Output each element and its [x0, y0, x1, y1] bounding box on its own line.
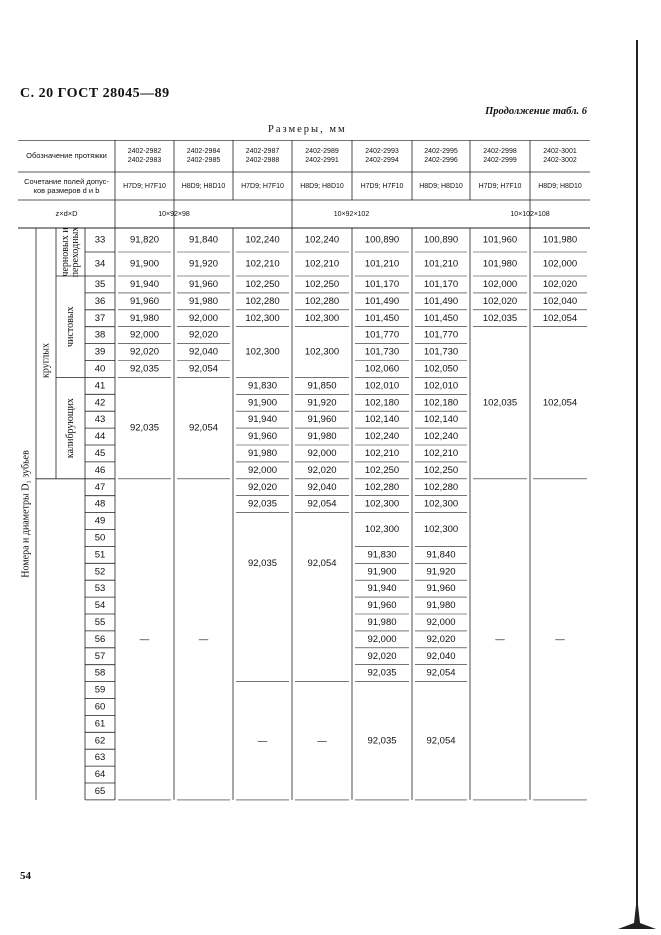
designation-code: 2402-2985 [186, 156, 221, 164]
merged-value: 92,054 [307, 557, 337, 569]
value-cell: 102,240 [245, 234, 280, 246]
group-rough-label: черновых и [59, 227, 71, 277]
value-cell: 102,020 [482, 295, 518, 307]
value-cell: 101,770 [364, 329, 400, 341]
designation-code: 2402-2995 [424, 147, 458, 155]
value-cell: 92,054 [426, 667, 456, 679]
designation-code: 2402-2983 [127, 156, 162, 164]
value-cell: 92,020 [307, 464, 337, 476]
page-edge-mark [618, 905, 656, 931]
row-number: 42 [94, 397, 106, 409]
value-cell: 102,300 [364, 498, 400, 510]
row-number: 55 [94, 616, 106, 628]
value-cell: 91,960 [188, 278, 219, 290]
value-cell: 102,240 [423, 431, 459, 443]
value-cell: 92,000 [307, 447, 337, 459]
value-cell: 91,900 [367, 566, 397, 578]
value-cell: 102,210 [304, 258, 340, 270]
value-cell: 102,210 [364, 447, 400, 459]
value-cell: 92,000 [426, 616, 456, 628]
value-cell: 91,960 [426, 583, 456, 595]
value-cell: 102,000 [482, 278, 518, 290]
value-cell: 100,890 [423, 234, 459, 246]
value-cell: 92,000 [247, 464, 278, 476]
designation-code: 2402-2989 [305, 147, 339, 155]
value-cell: 102,280 [364, 481, 400, 493]
row-number: 54 [94, 600, 106, 612]
value-cell: 102,250 [423, 464, 459, 476]
merged-value: 102,300 [423, 524, 459, 536]
dash-cell: — [198, 633, 209, 645]
value-cell: 102,210 [245, 258, 280, 270]
value-cell: 92,035 [247, 498, 278, 510]
designation-code: 2402-3002 [543, 156, 577, 164]
tolerance-fields: H7D9; H7F10 [478, 182, 522, 190]
dims-value: 10×102×108 [510, 210, 550, 218]
designation-code: 2402-2998 [483, 147, 517, 155]
value-cell: 91,940 [367, 583, 397, 595]
value-cell: 91,920 [307, 397, 337, 409]
row-number: 37 [94, 312, 106, 324]
dash-cell: — [495, 633, 505, 645]
merged-value: 102,300 [304, 346, 340, 358]
value-cell: 102,010 [423, 380, 459, 392]
row-number: 60 [94, 701, 106, 713]
value-cell: 91,980 [426, 600, 456, 612]
value-cell: 91,900 [247, 397, 278, 409]
tolerance-fields: H8D9; H8D10 [181, 182, 226, 190]
value-cell: 102,020 [542, 278, 578, 290]
value-cell: 91,940 [129, 278, 160, 290]
row-number: 51 [94, 549, 106, 561]
tolerance-fields: H8D9; H8D10 [300, 182, 344, 190]
row-number: 34 [94, 258, 106, 270]
value-cell: 92,020 [426, 633, 456, 645]
dash-cell: — [555, 633, 565, 645]
designation-code: 2402-2996 [424, 156, 458, 164]
row-number: 61 [94, 718, 106, 730]
value-cell: 91,840 [426, 549, 456, 561]
merged-value: 102,300 [364, 524, 400, 536]
designation-code: 2402-2991 [305, 156, 339, 164]
merged-value: 92,035 [247, 557, 278, 569]
row-number: 47 [94, 481, 106, 493]
value-cell: 91,960 [129, 295, 160, 307]
merged-value: 102,035 [482, 397, 518, 409]
group-rough-label: переходных [69, 226, 81, 278]
merged-value: 92,054 [188, 422, 219, 434]
value-cell: 92,054 [188, 363, 219, 375]
value-cell: 91,830 [247, 380, 278, 392]
value-cell: 101,210 [364, 258, 400, 270]
value-cell: 102,054 [542, 312, 578, 324]
merged-value: 102,054 [542, 397, 578, 409]
value-cell: 91,980 [307, 431, 337, 443]
designation-code: 2402-2984 [186, 147, 221, 155]
value-cell: 102,250 [245, 278, 280, 290]
value-cell: 101,170 [423, 278, 459, 290]
value-cell: 102,140 [423, 414, 459, 426]
group-round-label: круглых [40, 342, 52, 379]
side-label: Номера и диаметры D₁ зубьев [20, 450, 32, 578]
value-cell: 102,180 [364, 397, 400, 409]
row-number: 46 [94, 464, 106, 476]
row-number: 65 [94, 785, 106, 797]
tolerance-fields: H7D9; H7F10 [360, 182, 404, 190]
value-cell: 100,890 [364, 234, 400, 246]
value-cell: 92,020 [188, 329, 219, 341]
value-cell: 102,035 [482, 312, 518, 324]
value-cell: 91,960 [247, 431, 278, 443]
value-cell: 92,020 [129, 346, 160, 358]
value-cell: 101,980 [542, 234, 578, 246]
value-cell: 91,960 [307, 414, 337, 426]
designation-code: 2402-3001 [543, 147, 577, 155]
value-cell: 91,820 [129, 234, 160, 246]
value-cell: 101,450 [364, 312, 400, 324]
row-number: 49 [94, 515, 106, 527]
fields-label: Сочетание полей допус- [24, 176, 109, 186]
value-cell: 101,730 [364, 346, 400, 358]
tolerance-fields: H8D9; H8D10 [538, 182, 582, 190]
value-cell: 101,210 [423, 258, 459, 270]
dims-label: z×d×D [55, 208, 78, 218]
value-cell: 91,920 [426, 566, 456, 578]
value-cell: 92,000 [129, 329, 160, 341]
value-cell: 102,240 [304, 234, 340, 246]
sizes-caption: Размеры, мм [268, 124, 347, 135]
value-cell: 101,960 [482, 234, 518, 246]
value-cell: 102,050 [423, 363, 459, 375]
value-cell: 91,980 [367, 616, 397, 628]
value-cell: 101,490 [364, 295, 400, 307]
value-cell: 101,450 [423, 312, 459, 324]
value-cell: 91,960 [367, 600, 397, 612]
value-cell: 102,280 [304, 295, 340, 307]
page-number: 54 [20, 870, 31, 882]
value-cell: 101,730 [423, 346, 459, 358]
value-cell: 92,040 [188, 346, 219, 358]
value-cell: 102,280 [245, 295, 280, 307]
value-cell: 92,040 [307, 481, 337, 493]
page-header: С. 20 ГОСТ 28045—89 [20, 86, 170, 101]
row-number: 64 [94, 769, 106, 781]
row-number: 33 [94, 234, 106, 246]
row-number: 50 [94, 532, 106, 544]
row-number: 58 [94, 667, 106, 679]
group-calib-label: калибрующих [64, 398, 76, 459]
value-cell: 102,300 [423, 498, 459, 510]
value-cell: 102,300 [245, 312, 280, 324]
value-cell: 91,940 [247, 414, 278, 426]
designation-code: 2402-2999 [483, 156, 517, 164]
value-cell: 91,980 [129, 312, 160, 324]
value-cell: 102,250 [364, 464, 400, 476]
designation-label: Обозначение протяжки [26, 150, 107, 160]
value-cell: 101,980 [482, 258, 518, 270]
dash-cell: — [139, 633, 150, 645]
value-cell: 102,280 [423, 481, 459, 493]
fields-label: ков размеров d и b [33, 185, 100, 195]
dash-cell: — [257, 735, 268, 747]
designation-code: 2402-2987 [245, 147, 280, 155]
value-cell: 92,000 [188, 312, 219, 324]
value-cell: 102,250 [304, 278, 340, 290]
row-number: 56 [94, 633, 106, 645]
dims-value: 10×92×102 [333, 210, 370, 218]
designation-code: 2402-2988 [245, 156, 280, 164]
page-edge-line [636, 40, 638, 920]
value-cell: 92,035 [367, 667, 397, 679]
value-cell: 102,180 [423, 397, 459, 409]
merged-value: 102,300 [245, 346, 280, 358]
row-number: 39 [94, 346, 106, 358]
value-cell: 91,840 [188, 234, 219, 246]
row-number: 63 [94, 752, 106, 764]
value-cell: 92,020 [247, 481, 278, 493]
merged-value: 92,035 [129, 422, 160, 434]
value-cell: 102,210 [423, 447, 459, 459]
value-cell: 91,850 [307, 380, 337, 392]
row-number: 35 [94, 278, 106, 290]
row-number: 57 [94, 650, 106, 662]
value-cell: 91,980 [247, 447, 278, 459]
merged-value: 92,054 [426, 735, 456, 747]
value-cell: 102,040 [542, 295, 578, 307]
row-number: 40 [94, 363, 106, 375]
value-cell: 91,920 [188, 258, 219, 270]
dims-value: 10×92×98 [158, 210, 190, 218]
dash-cell: — [317, 735, 327, 747]
merged-value: 92,035 [367, 735, 397, 747]
value-cell: 102,060 [364, 363, 400, 375]
designation-code: 2402-2982 [127, 147, 162, 155]
row-number: 41 [94, 380, 106, 392]
row-number: 45 [94, 447, 106, 459]
row-number: 44 [94, 431, 106, 443]
value-cell: 92,054 [307, 498, 337, 510]
value-cell: 102,010 [364, 380, 400, 392]
value-cell: 92,000 [367, 633, 397, 645]
row-number: 52 [94, 566, 106, 578]
value-cell: 91,830 [367, 549, 397, 561]
designation-code: 2402-2993 [365, 147, 399, 155]
broach-table [18, 140, 590, 854]
row-number: 43 [94, 414, 106, 426]
value-cell: 101,170 [364, 278, 400, 290]
tolerance-fields: H7D9; H7F10 [123, 182, 166, 190]
row-number: 38 [94, 329, 106, 341]
value-cell: 92,035 [129, 363, 160, 375]
value-cell: 102,140 [364, 414, 400, 426]
value-cell: 92,020 [367, 650, 397, 662]
row-number: 36 [94, 295, 106, 307]
tolerance-fields: H8D9; H8D10 [419, 182, 463, 190]
value-cell: 101,770 [423, 329, 459, 341]
row-number: 48 [94, 498, 106, 510]
table-continuation-label: Продолжение табл. 6 [485, 106, 587, 117]
value-cell: 101,490 [423, 295, 459, 307]
designation-code: 2402-2994 [365, 156, 399, 164]
value-cell: 102,000 [542, 258, 578, 270]
value-cell: 91,900 [129, 258, 160, 270]
value-cell: 102,300 [304, 312, 340, 324]
row-number: 62 [94, 735, 106, 747]
value-cell: 102,240 [364, 431, 400, 443]
row-number: 53 [94, 583, 106, 595]
row-number: 59 [94, 684, 106, 696]
value-cell: 92,040 [426, 650, 456, 662]
value-cell: 91,980 [188, 295, 219, 307]
group-finish-label: чистовых [64, 306, 76, 347]
tolerance-fields: H7D9; H7F10 [241, 182, 284, 190]
